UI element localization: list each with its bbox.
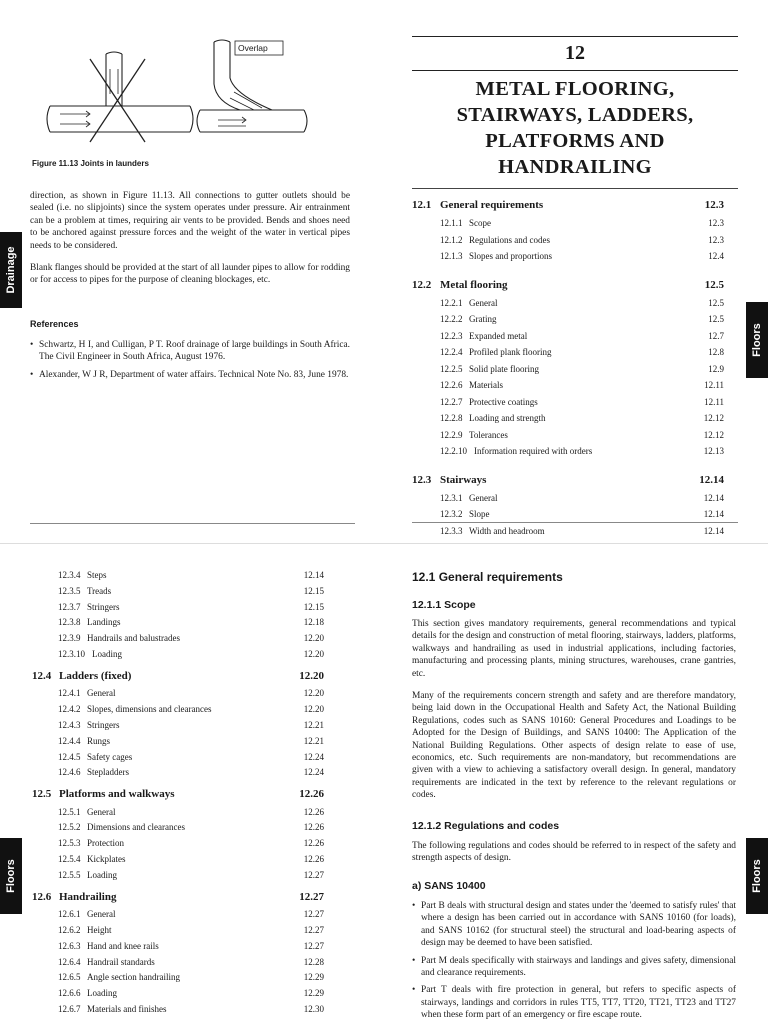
toc-row xyxy=(412,411,724,425)
toc-row xyxy=(412,395,724,409)
toc-number: 12.5 xyxy=(32,788,52,801)
toc-number: 12.3.3 xyxy=(440,525,463,536)
section-heading: 12.1 General requirements xyxy=(412,570,563,584)
toc-number: 12.1 xyxy=(412,199,432,211)
toc-page: 12.5 xyxy=(708,314,724,324)
toc-section-row xyxy=(412,198,724,212)
toc-label: Materials and finishes xyxy=(87,1003,167,1014)
toc-number: 12.5.3 xyxy=(58,838,81,849)
toc-page: 12.26 xyxy=(299,788,324,801)
figure-caption: Figure 11.13 Joints in launders xyxy=(32,159,149,168)
toc-row xyxy=(32,1002,324,1016)
toc-row xyxy=(412,524,724,538)
toc-row xyxy=(32,600,324,614)
toc-label: Solid plate flooring xyxy=(469,363,539,374)
toc-label: Kickplates xyxy=(87,854,126,864)
side-tab-label: Drainage xyxy=(5,246,17,294)
toc-number: 12.4.2 xyxy=(58,704,81,715)
toc-row xyxy=(412,491,724,505)
subsection-heading: a) SANS 10400 xyxy=(412,880,486,892)
toc-page: 12.3 xyxy=(708,234,724,245)
toc-number: 12.2.3 xyxy=(440,330,463,341)
page-general-requirements xyxy=(384,548,768,1024)
toc-number: 12.3.10 xyxy=(58,649,85,659)
toc-label: Hand and knee rails xyxy=(87,940,159,951)
toc-page: 12.27 xyxy=(303,869,324,880)
toc-label: Profiled plank flooring xyxy=(469,347,552,357)
toc-label: Rungs xyxy=(87,735,111,746)
side-tab-floors xyxy=(746,302,768,378)
toc-row xyxy=(412,312,724,326)
side-tab-floors xyxy=(0,838,22,914)
toc-label: General xyxy=(469,492,498,503)
toc-label: General xyxy=(87,688,116,699)
paragraph: direction, as shown in Figure 11.13. All connections to gutter outlets should be sealed (i.e. no slipjoints) since the system operates under pressure. Air entrainment can be a problem at times, requiring air vents to be provided. Bends and shoes need to be anchored against pressure forces and the weight of the water in vertical pipes needs to be considered. xyxy=(30,191,350,251)
toc-label: Ladders (fixed) xyxy=(59,669,132,682)
figure-overlap-label: Overlap xyxy=(238,43,268,53)
toc-number: 12.2.6 xyxy=(440,380,463,390)
subsection-heading: 12.1.1 Scope xyxy=(412,599,476,611)
toc-number: 12.4.1 xyxy=(58,688,81,699)
toc-page: 12.29 xyxy=(303,988,324,999)
toc-page: 12.21 xyxy=(303,719,324,730)
toc-row xyxy=(412,296,724,310)
toc-page: 12.14 xyxy=(699,473,724,486)
side-tab-label: Floors xyxy=(5,859,17,893)
toc-page: 12.20 xyxy=(303,649,324,659)
toc-page: 12.20 xyxy=(303,633,324,644)
toc-page: 12.26 xyxy=(303,838,324,849)
toc-page: 12.3 xyxy=(704,199,724,211)
toc-number: 12.1.1 xyxy=(440,218,463,228)
toc-label: Expanded metal xyxy=(469,330,528,341)
toc-label: Protective coatings xyxy=(469,396,538,407)
toc-label: Platforms and walkways xyxy=(59,788,175,801)
toc-number: 12.1.3 xyxy=(440,251,463,261)
toc-page: 12.30 xyxy=(303,1003,324,1014)
toc-page: 12.5 xyxy=(708,297,724,308)
toc-row xyxy=(412,378,724,392)
toc-label: Angle section handrailing xyxy=(87,972,180,983)
toc-number: 12.4 xyxy=(32,669,52,682)
toc-number: 12.2.5 xyxy=(440,363,463,374)
toc-row xyxy=(32,750,324,764)
toc-label: Stringers xyxy=(87,601,120,612)
toc-page: 12.14 xyxy=(703,492,724,503)
toc-section-row xyxy=(32,669,324,683)
toc-row xyxy=(412,507,724,521)
toc-label: General xyxy=(87,806,116,817)
toc-label: General requirements xyxy=(440,199,544,211)
toc-number: 12.2.4 xyxy=(440,347,463,357)
toc-page: 12.5 xyxy=(704,278,724,291)
bullet-list xyxy=(412,900,736,1024)
toc-row xyxy=(32,907,324,921)
toc-row xyxy=(32,734,324,748)
toc-number: 12.2.9 xyxy=(440,429,463,440)
side-tab-floors xyxy=(746,838,768,914)
chapter-title-line: PLATFORMS AND xyxy=(485,130,665,152)
toc-number: 12.6.4 xyxy=(58,956,81,967)
toc-row xyxy=(32,647,324,661)
toc-number: 12.6.2 xyxy=(58,924,81,935)
toc-row xyxy=(32,820,324,834)
page-chapter-12-contents-continued xyxy=(0,548,384,1024)
toc-number: 12.4.4 xyxy=(58,735,81,746)
toc-row xyxy=(32,631,324,645)
toc-number: 12.5.5 xyxy=(58,869,81,880)
subsection-heading: 12.1.2 Regulations and codes xyxy=(412,820,560,832)
toc-number: 12.2.8 xyxy=(440,413,463,423)
toc-page: 12.27 xyxy=(303,909,324,920)
toc-label: Slope xyxy=(469,509,490,519)
bullet-item: • Part M deals specifically with stairways and landings and gives safety, dimensional and clearance requirements. xyxy=(412,955,736,980)
toc-number: 12.3.8 xyxy=(58,617,81,628)
toc-page: 12.26 xyxy=(303,806,324,817)
toc-number: 12.5.4 xyxy=(58,854,81,864)
toc-page: 12.12 xyxy=(703,429,724,440)
spread-divider xyxy=(0,543,768,544)
header-rule xyxy=(412,36,738,37)
toc-page: 12.24 xyxy=(303,751,324,762)
bullet-item: • Part T deals with fire protection in general, but refers to specific aspects of stairways, landings and corridors in rules TT5, TT7, TT20, TT21, TT23 and TT27 when these form part of an emergency or fire escape route. xyxy=(412,984,736,1021)
toc-page: 12.21 xyxy=(303,735,324,746)
side-tab-drainage xyxy=(0,232,22,308)
toc-number: 12.3.5 xyxy=(58,585,81,596)
toc-label: Loading xyxy=(87,869,117,880)
toc-label: Loading and strength xyxy=(469,413,546,423)
toc-label: Steps xyxy=(87,570,107,580)
toc-number: 12.6.6 xyxy=(58,988,81,999)
toc-number: 12.4.3 xyxy=(58,719,81,730)
toc-row xyxy=(412,233,724,247)
toc-label: Landings xyxy=(87,617,121,628)
toc-number: 12.2.2 xyxy=(440,314,463,324)
toc-section-row xyxy=(32,890,324,904)
chapter-title-line: STAIRWAYS, LADDERS, xyxy=(456,104,694,126)
toc-label: General xyxy=(469,297,498,308)
toc-row xyxy=(32,718,324,732)
toc-label: Handrail standards xyxy=(87,956,155,967)
toc-row xyxy=(32,970,324,984)
toc-number: 12.6.7 xyxy=(58,1003,81,1014)
references-list xyxy=(30,339,350,386)
toc-number: 12.2.10 xyxy=(440,446,467,456)
toc-label: Slopes, dimensions and clearances xyxy=(87,704,212,715)
toc-page: 12.11 xyxy=(704,380,724,390)
toc-label: Information required with orders xyxy=(474,446,593,456)
paragraph: The following regulations and codes should be referred to in respect of the safety and strength aspects of design. xyxy=(412,841,736,864)
toc-page: 12.29 xyxy=(303,972,324,983)
toc-label: Stepladders xyxy=(87,767,129,778)
page-chapter-12-contents xyxy=(384,0,768,540)
toc-row xyxy=(412,216,724,230)
toc-label: Tolerances xyxy=(469,429,508,440)
toc-number: 12.3.4 xyxy=(58,570,81,580)
toc-page: 12.9 xyxy=(708,363,724,374)
toc-number: 12.1.2 xyxy=(440,234,463,245)
toc-label: Treads xyxy=(87,585,112,596)
toc-row xyxy=(32,765,324,779)
toc-label: Handrails and balustrades xyxy=(87,633,180,644)
toc-label: Width and headroom xyxy=(469,525,545,536)
chapter-title xyxy=(412,76,738,180)
footer-rule xyxy=(30,523,355,524)
toc-row xyxy=(412,362,724,376)
toc-number: 12.3.7 xyxy=(58,601,81,612)
toc-label: Stringers xyxy=(87,719,120,730)
toc-row xyxy=(412,428,724,442)
toc-page: 12.13 xyxy=(703,446,724,456)
toc-row xyxy=(32,615,324,629)
toc-row xyxy=(32,584,324,598)
side-tab-label: Floors xyxy=(751,323,763,357)
toc-page: 12.20 xyxy=(303,688,324,699)
toc-section-row xyxy=(32,787,324,801)
toc-page: 12.27 xyxy=(303,924,324,935)
toc-page: 12.4 xyxy=(708,251,724,261)
toc-number: 12.6.3 xyxy=(58,940,81,951)
reference-item: • Schwartz, H I, and Culligan, P T. Roof drainage of large buildings in South Africa. The Civil Engineer in South Africa, August 1976. xyxy=(30,339,350,364)
toc-row xyxy=(32,836,324,850)
bullet-item: • Part B deals with structural design and states under the 'deemed to satisfy rules' that where a design has been carried out in accordance with SANS 10160 (for loads), and SANS 10162 (for structural steel) the structural and load-bearing aspects of design may be deemed to have been satisfied. xyxy=(412,900,736,950)
toc-section-row xyxy=(412,278,724,292)
toc-page: 12.14 xyxy=(303,570,324,580)
toc-page: 12.20 xyxy=(303,704,324,715)
toc-row xyxy=(32,868,324,882)
chapter-title-line: HANDRAILING xyxy=(498,156,652,178)
toc-label: Protection xyxy=(87,838,124,849)
paragraph: Blank flanges should be provided at the start of all launder pipes to allow for rodding or for access to pipes for the purpose of cleaning blockages, etc. xyxy=(30,263,350,286)
toc-label: Dimensions and clearances xyxy=(87,822,185,833)
toc-page: 12.3 xyxy=(708,218,724,228)
toc-row xyxy=(32,852,324,866)
toc-label: Slopes and proportions xyxy=(469,251,552,261)
toc-number: 12.5.1 xyxy=(58,806,81,817)
reference-item: • Alexander, W J R, Department of water affairs. Technical Note No. 83, June 1978. xyxy=(30,369,350,381)
toc-number: 12.6 xyxy=(32,890,52,903)
toc-section-row xyxy=(412,473,724,487)
toc-number: 12.2.1 xyxy=(440,297,463,308)
chapter-number: 12 xyxy=(565,42,585,64)
toc-number: 12.3.1 xyxy=(440,492,463,503)
toc-label: Regulations and codes xyxy=(469,234,550,245)
toc-row xyxy=(412,329,724,343)
toc-row xyxy=(32,702,324,716)
toc-number: 12.3.9 xyxy=(58,633,81,644)
toc-label: Loading xyxy=(87,988,117,999)
toc-page: 12.28 xyxy=(303,956,324,967)
toc-page: 12.15 xyxy=(303,601,324,612)
header-rule xyxy=(412,70,738,71)
toc-label: Grating xyxy=(469,314,497,324)
toc-page: 12.24 xyxy=(303,767,324,778)
side-tab-label: Floors xyxy=(751,859,763,893)
toc-number: 12.4.6 xyxy=(58,767,81,778)
launder-joint-figure xyxy=(40,34,310,149)
toc-page: 12.26 xyxy=(303,822,324,833)
toc-number: 12.2.7 xyxy=(440,396,463,407)
toc-page: 12.11 xyxy=(704,396,724,407)
paragraph: Many of the requirements concern strength and safety and are therefore mandatory, being laid down in the Occupational Health and Safety Act, the National Building Regulations, codes such as SANS 10160: General Procedures and Loadings to be Adopted for the Design of Buildings, and SANS 10400: The Application of the National Building Regulations. Other aspects of design relate to ease of use, economics, etc. Such requirements are non-mandatory, but recommendations are given with a view to achieving a satisfactory overall design. In general, mandatory requirements are indicated in the text by reference to the relevant regulations or codes. xyxy=(412,691,736,801)
toc-row xyxy=(32,568,324,582)
toc-row xyxy=(412,444,724,458)
toc-page: 12.18 xyxy=(303,617,324,628)
toc-page: 12.14 xyxy=(703,525,724,536)
toc-page: 12.8 xyxy=(708,347,724,357)
chapter-title-line: METAL FLOORING, xyxy=(475,78,675,100)
paragraph: This section gives mandatory requirements, general recommendations and typical details for the design and construction of metal flooring, stairways, ladders, platforms, walkways and handrailing as used in industrial applications, including factories, manufacturing and processing plants, mining structures, warehouses, crane gantries, etc. xyxy=(412,619,736,679)
toc-label: Height xyxy=(87,924,112,935)
toc-number: 12.3 xyxy=(412,473,432,486)
toc-number: 12.5.2 xyxy=(58,822,81,833)
toc-number: 12.4.5 xyxy=(58,751,81,762)
toc-row xyxy=(32,939,324,953)
toc-page: 12.7 xyxy=(708,330,724,341)
toc-row xyxy=(412,345,724,359)
toc-page: 12.14 xyxy=(703,509,724,519)
toc-number: 12.6.1 xyxy=(58,909,81,920)
toc-row xyxy=(32,923,324,937)
toc-number: 12.3.2 xyxy=(440,509,463,519)
page-drainage-end xyxy=(0,0,384,540)
toc-label: Handrailing xyxy=(59,890,117,903)
toc-page: 12.20 xyxy=(299,669,324,682)
toc-page: 12.12 xyxy=(703,413,724,423)
toc-label: Loading xyxy=(92,649,122,659)
toc-row xyxy=(412,249,724,263)
toc-label: General xyxy=(87,909,116,920)
toc-label: Metal flooring xyxy=(440,278,508,291)
toc-number: 12.2 xyxy=(412,278,432,291)
toc-row xyxy=(32,805,324,819)
toc-row xyxy=(32,986,324,1000)
toc-row xyxy=(32,955,324,969)
toc-page: 12.27 xyxy=(303,940,324,951)
footer-rule xyxy=(412,522,738,523)
toc-page: 12.26 xyxy=(303,854,324,864)
toc-label: Stairways xyxy=(440,473,487,486)
references-heading: References xyxy=(30,319,79,329)
toc-label: Scope xyxy=(469,218,491,228)
toc-number: 12.6.5 xyxy=(58,972,81,983)
toc-label: Materials xyxy=(469,380,503,390)
toc-page: 12.27 xyxy=(299,890,324,903)
toc-row xyxy=(32,686,324,700)
toc-page: 12.15 xyxy=(303,585,324,596)
header-rule xyxy=(412,188,738,189)
toc-label: Safety cages xyxy=(87,751,133,762)
